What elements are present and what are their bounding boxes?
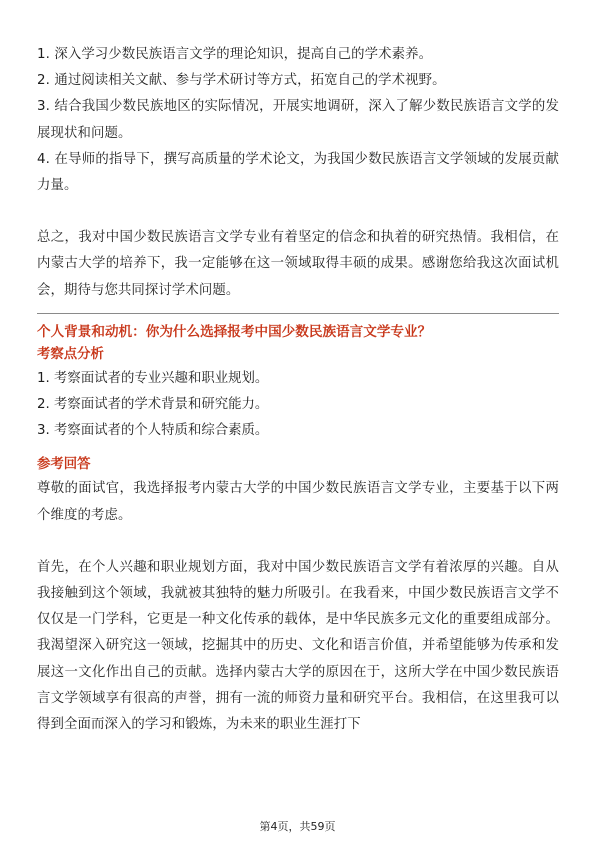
answer-heading: 参考回答: [37, 457, 91, 473]
question-title: 个人背景和动机：你为什么选择报考中国少数民族语言文学专业？: [37, 323, 432, 340]
page-number: 第4页，共59页: [259, 820, 336, 833]
answer-intro: 尊敬的面试官，我选择报考内蒙古大学的中国少数民族语言文学专业，主要基于以下两个维度的考虑。: [37, 481, 559, 523]
spacer: [37, 199, 559, 225]
answer-body: 首先，在个人兴趣和职业规划方面，我对中国少数民族语言文学有着浓厚的兴趣。自从我接触到这个领域，我就被其独特的魅力所吸引。在我看来，中国少数民族语言文学不仅仅是一门学科，它更是一种文化传承的载体，是中华民族多元文化的重要组成部分。我渴望深入研究这一领域，挖掘其中的历史、文化和语言价值，并希望能够为传承和发展这一文化作出自己的贡献。选择内蒙古大学的原因在于，这所大学在中国少数民族语言文学领域享有很高的声誉，拥有一流的师资力量和研究平台。我相信，在这里我可以得到全面而深入的学习和锻炼，为未来的职业生涯打下: [37, 559, 559, 733]
section-divider: [37, 313, 559, 314]
spacer: [37, 444, 559, 454]
analysis-item: 2. 考察面试者的学术背景和研究能力。: [37, 397, 269, 413]
spacer: [37, 529, 559, 555]
list-item: 4. 在导师的指导下，撰写高质量的学术论文，为我国少数民族语言文学领域的发展贡献力量。: [37, 151, 559, 194]
list-item: 1. 深入学习少数民族语言文学的理论知识，提高自己的学术素养。: [37, 47, 433, 62]
conclusion-paragraph: 总之，我对中国少数民族语言文学专业有着坚定的信念和执着的研究热情。我相信，在内蒙古大学的培养下，我一定能够在这一领域取得丰硕的成果。感谢您给我这次面试机会，期待与您共同探讨学术问题。: [37, 230, 559, 298]
analysis-item: 1. 考察面试者的专业兴趣和职业规划。: [37, 370, 269, 386]
list-item: 2. 通过阅读相关文献、参与学术研讨等方式，拓宽自己的学术视野。: [37, 73, 446, 89]
page-content: [37, 42, 559, 738]
analysis-item: 3. 考察面试者的个人特质和综合素质。: [37, 423, 269, 439]
list-item: 3. 结合我国少数民族地区的实际情况，开展实地调研，深入了解少数民族语言文学的发展现状和问题。: [37, 99, 559, 141]
analysis-heading: 考察点分析: [37, 346, 104, 362]
